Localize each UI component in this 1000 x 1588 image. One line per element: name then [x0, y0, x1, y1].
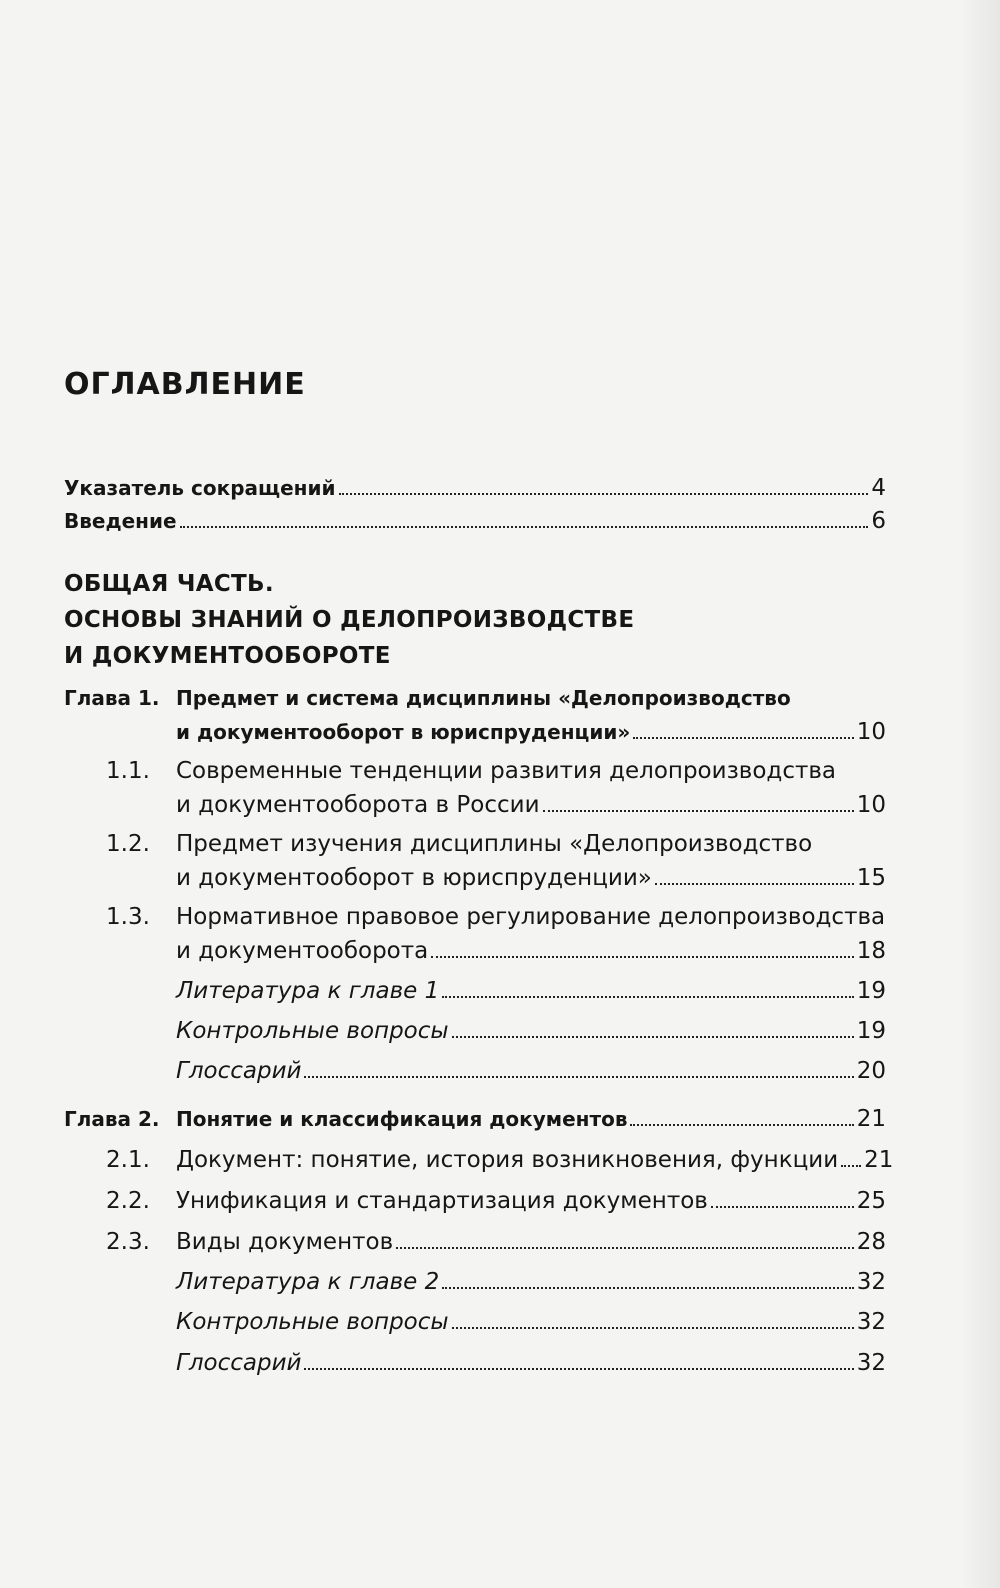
toc-entry-label: Контрольные вопросы	[176, 1018, 449, 1044]
chapter-title-line: и документооборот в юриспруденции»	[176, 720, 631, 744]
dot-leader	[442, 1287, 853, 1289]
toc-page-number: 32	[856, 1309, 886, 1335]
dot-leader	[431, 956, 853, 958]
toc-page-number: 25	[856, 1188, 886, 1214]
part-heading-line: ОСНОВЫ ЗНАНИЙ О ДЕЛОПРОИЗВОДСТВЕ	[64, 607, 635, 633]
chapter-title-line: Понятие и классификация документов	[176, 1107, 628, 1131]
dot-leader	[630, 1124, 853, 1126]
toc-page-number: 4	[871, 475, 886, 501]
toc-entry-label: Литература к главе 1	[176, 978, 440, 1004]
toc-page-number: 21	[856, 1106, 886, 1132]
dot-leader	[442, 996, 853, 998]
toc-page-number: 15	[856, 865, 886, 891]
section-title-line: Нормативное правовое регулирование делопроизводства	[176, 904, 886, 930]
section-number: 2.3.	[106, 1229, 150, 1255]
part-heading-line: И ДОКУМЕНТООБОРОТЕ	[64, 643, 391, 669]
toc-page-number: 32	[856, 1350, 886, 1376]
part-heading	[64, 566, 884, 674]
toc-entry-label: Указатель сокращений	[64, 476, 336, 500]
section-title-line: Современные тенденции развития делопроизводства	[176, 758, 837, 784]
toc-entry-label: Литература к главе 2	[176, 1269, 440, 1295]
toc-page-number: 32	[856, 1269, 886, 1295]
toc-section-2-1	[64, 1143, 894, 1177]
chapter-title-line: Предмет и система дисциплины «Делопроизводство	[176, 686, 791, 710]
toc-page-number: 28	[856, 1229, 886, 1255]
toc-entry-abbreviations	[64, 472, 886, 504]
section-number: 1.2.	[106, 831, 150, 857]
toc-glossary-ch1	[176, 1054, 886, 1088]
section-title-line: Документ: понятие, история возникновения, функции	[176, 1147, 839, 1173]
dot-leader	[543, 810, 854, 812]
toc-chapter-2	[64, 1102, 886, 1136]
toc-chapter-1	[64, 681, 886, 749]
section-number: 1.3.	[106, 904, 150, 930]
dot-leader	[339, 493, 869, 495]
dot-leader	[452, 1327, 854, 1329]
dot-leader	[841, 1165, 861, 1167]
section-title-line: Унификация и стандартизация документов	[176, 1188, 708, 1214]
toc-questions-ch2	[176, 1305, 886, 1339]
toc-section-1-2	[64, 827, 886, 895]
dot-leader	[711, 1206, 854, 1208]
toc-page-number: 10	[856, 719, 886, 745]
toc-section-2-3	[64, 1225, 886, 1259]
section-title-line: и документооборот в юриспруденции»	[176, 865, 652, 891]
toc-glossary-ch2	[176, 1346, 886, 1380]
dot-leader	[655, 883, 854, 885]
section-number: 1.1.	[106, 758, 150, 784]
toc-entry-label: Контрольные вопросы	[176, 1309, 449, 1335]
toc-page-number: 21	[864, 1147, 894, 1173]
chapter-number: Глава 1.	[64, 686, 160, 710]
section-number: 2.1.	[106, 1147, 150, 1173]
dot-leader	[304, 1076, 853, 1078]
toc-page-number: 6	[871, 508, 886, 534]
toc-page-number: 20	[856, 1058, 886, 1084]
page-title: ОГЛАВЛЕНИЕ	[64, 367, 306, 402]
chapter-number: Глава 2.	[64, 1107, 160, 1131]
toc-literature-ch1	[176, 974, 886, 1008]
section-title-line: Виды документов	[176, 1229, 394, 1255]
toc-entry-label: Глоссарий	[176, 1350, 302, 1376]
part-heading-line: ОБЩАЯ ЧАСТЬ.	[64, 571, 274, 597]
toc-page-number: 19	[856, 978, 886, 1004]
toc-entry-introduction	[64, 505, 886, 537]
toc-questions-ch1	[176, 1014, 886, 1048]
toc-page-number: 18	[856, 938, 886, 964]
toc-page-number: 10	[856, 792, 886, 818]
toc-literature-ch2	[176, 1265, 886, 1299]
section-title-line: и документооборота в России	[176, 792, 540, 818]
dot-leader	[396, 1247, 854, 1249]
toc-entry-label: Введение	[64, 509, 177, 533]
dot-leader	[452, 1036, 854, 1038]
toc-section-2-2	[64, 1184, 886, 1218]
toc-section-1-1	[64, 754, 886, 822]
toc-entry-label: Глоссарий	[176, 1058, 302, 1084]
dot-leader	[180, 526, 869, 528]
dot-leader	[633, 737, 853, 739]
section-number: 2.2.	[106, 1188, 150, 1214]
toc-page-number: 19	[856, 1018, 886, 1044]
dot-leader	[304, 1368, 853, 1370]
section-title-line: Предмет изучения дисциплины «Делопроизводство	[176, 831, 813, 857]
toc-section-1-3	[64, 900, 886, 968]
section-title-line: и документооборота	[176, 938, 429, 964]
